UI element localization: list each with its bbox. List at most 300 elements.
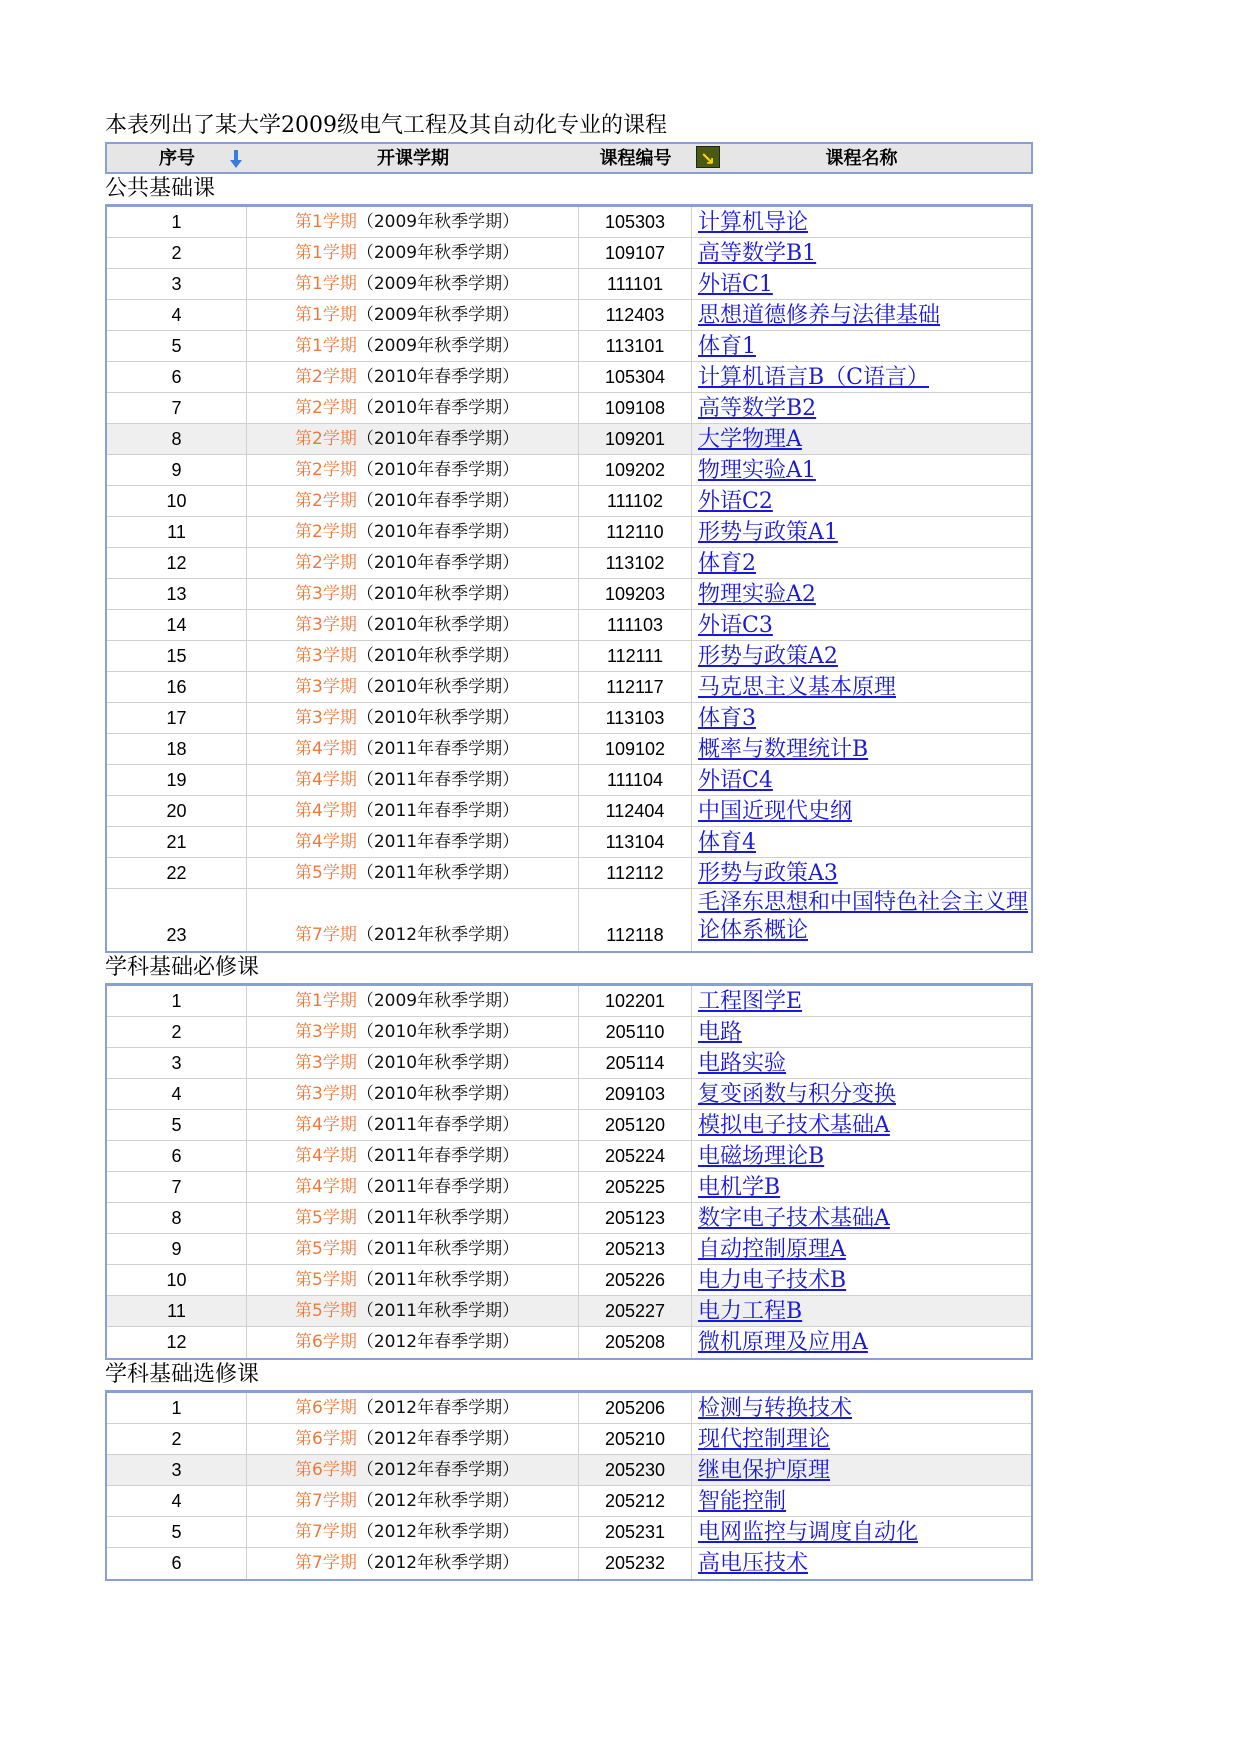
row-number: 21 <box>107 827 247 857</box>
row-number: 2 <box>107 1424 247 1454</box>
row-semester <box>247 1234 579 1264</box>
course-link[interactable]: 外语C4 <box>698 768 773 793</box>
row-number: 12 <box>107 548 247 578</box>
course-link[interactable]: 计算机语言B（C语言） <box>698 365 930 390</box>
semester-period: （2010年秋季学期） <box>356 1022 520 1042</box>
semester-label: 第2学期 <box>295 398 357 418</box>
row-semester <box>247 424 579 454</box>
semester-label: 第5学期 <box>295 1270 357 1290</box>
semester-label: 第7学期 <box>295 1522 357 1542</box>
row-course-name <box>692 1017 1031 1047</box>
header-name[interactable] <box>692 144 1031 172</box>
row-semester <box>247 889 579 951</box>
semester-label: 第1学期 <box>295 336 357 356</box>
semester-label: 第3学期 <box>295 584 357 604</box>
course-link[interactable]: 体育3 <box>698 706 756 731</box>
row-semester <box>247 362 579 392</box>
row-course-name <box>692 1393 1031 1423</box>
semester-period: （2010年春季学期） <box>356 398 520 418</box>
semester-period: （2010年秋季学期） <box>356 615 520 635</box>
row-number: 10 <box>107 486 247 516</box>
row-number: 1 <box>107 207 247 237</box>
row-semester <box>247 1265 579 1295</box>
row-semester <box>247 827 579 857</box>
semester-label: 第4学期 <box>295 1177 357 1197</box>
course-link[interactable]: 电力工程B <box>698 1299 803 1324</box>
row-course-name <box>692 796 1031 826</box>
row-course-code: 113103 <box>579 703 692 733</box>
row-semester <box>247 238 579 268</box>
table-row <box>107 517 1031 548</box>
section-title: 学科基础必修课 <box>105 955 260 980</box>
semester-period: （2012年秋季学期） <box>356 1491 520 1511</box>
row-semester <box>247 1079 579 1109</box>
semester-period: （2010年秋季学期） <box>356 584 520 604</box>
course-link[interactable]: 智能控制 <box>698 1489 787 1514</box>
table-row <box>107 1296 1031 1327</box>
row-course-code: 109102 <box>579 734 692 764</box>
semester-period: （2011年春季学期） <box>356 1115 520 1135</box>
row-course-code: 111101 <box>579 269 692 299</box>
course-link[interactable]: 概率与数理统计B <box>698 737 869 762</box>
semester-label: 第6学期 <box>295 1460 357 1480</box>
row-course-code: 102201 <box>579 986 692 1016</box>
row-semester <box>247 672 579 702</box>
row-course-name <box>692 300 1031 330</box>
course-link[interactable]: 自动控制原理A <box>698 1237 846 1262</box>
semester-label: 第4学期 <box>295 770 357 790</box>
semester-period: （2009年秋季学期） <box>356 991 520 1011</box>
row-course-name <box>692 548 1031 578</box>
table-row <box>107 548 1031 579</box>
table-row <box>107 1234 1031 1265</box>
row-semester <box>247 207 579 237</box>
row-number: 16 <box>107 672 247 702</box>
row-number: 15 <box>107 641 247 671</box>
row-course-name <box>692 1048 1031 1078</box>
course-link[interactable]: 大学物理A <box>698 427 802 452</box>
course-link[interactable]: 思想道德修养与法律基础 <box>698 303 941 328</box>
row-course-name <box>692 455 1031 485</box>
table-row <box>107 331 1031 362</box>
row-course-name <box>692 1455 1031 1485</box>
table-row <box>107 1079 1031 1110</box>
semester-label: 第5学期 <box>295 863 357 883</box>
semester-label: 第7学期 <box>295 1553 357 1573</box>
semester-period: （2010年春季学期） <box>356 522 520 542</box>
row-course-name <box>692 1110 1031 1140</box>
row-course-code: 209103 <box>579 1079 692 1109</box>
semester-period: （2011年春季学期） <box>356 770 520 790</box>
semester-period: （2011年秋季学期） <box>356 863 520 883</box>
row-semester <box>247 331 579 361</box>
row-course-name <box>692 986 1031 1016</box>
semester-period: （2012年秋季学期） <box>356 1553 520 1573</box>
table-row <box>107 986 1031 1017</box>
section-title: 公共基础课 <box>105 176 216 201</box>
row-number: 10 <box>107 1265 247 1295</box>
semester-period: （2011年秋季学期） <box>356 1239 520 1259</box>
course-link[interactable]: 检测与转换技术 <box>698 1396 853 1421</box>
course-link[interactable]: 计算机导论 <box>698 210 809 235</box>
row-number: 5 <box>107 1110 247 1140</box>
course-link[interactable]: 工程图学E <box>698 989 803 1014</box>
course-link[interactable]: 形势与政策A2 <box>698 644 838 669</box>
row-semester <box>247 1424 579 1454</box>
semester-period: （2010年春季学期） <box>356 460 520 480</box>
row-course-code: 109201 <box>579 424 692 454</box>
course-link[interactable]: 形势与政策A3 <box>698 861 838 886</box>
row-semester <box>247 796 579 826</box>
row-course-code: 205227 <box>579 1296 692 1326</box>
row-number: 3 <box>107 1455 247 1485</box>
header-seq[interactable] <box>107 144 247 172</box>
row-number: 8 <box>107 424 247 454</box>
table-row <box>107 1141 1031 1172</box>
row-semester <box>247 1048 579 1078</box>
course-link[interactable]: 继电保护原理 <box>698 1458 831 1483</box>
row-course-code: 112112 <box>579 858 692 888</box>
semester-label: 第4学期 <box>295 1115 357 1135</box>
header-name-label: 课程名称 <box>825 148 898 169</box>
row-semester <box>247 1486 579 1516</box>
row-number: 9 <box>107 455 247 485</box>
row-semester <box>247 1110 579 1140</box>
row-semester <box>247 1296 579 1326</box>
row-course-name <box>692 1234 1031 1264</box>
row-course-name <box>692 1141 1031 1171</box>
semester-label: 第3学期 <box>295 1084 357 1104</box>
semester-period: （2011年秋季学期） <box>356 1270 520 1290</box>
semester-label: 第6学期 <box>295 1429 357 1449</box>
row-course-name <box>692 579 1031 609</box>
row-course-name <box>692 1079 1031 1109</box>
row-course-code: 112110 <box>579 517 692 547</box>
table-row <box>107 1455 1031 1486</box>
semester-period: （2010年秋季学期） <box>356 677 520 697</box>
semester-label: 第1学期 <box>295 305 357 325</box>
course-link[interactable]: 电网监控与调度自动化 <box>698 1520 919 1545</box>
row-number: 22 <box>107 858 247 888</box>
course-link[interactable]: 体育2 <box>698 551 756 576</box>
row-course-code: 205230 <box>579 1455 692 1485</box>
semester-label: 第1学期 <box>295 991 357 1011</box>
row-course-code: 109203 <box>579 579 692 609</box>
table-row <box>107 889 1031 951</box>
table-row <box>107 1048 1031 1079</box>
semester-period: （2012年秋季学期） <box>356 925 520 945</box>
course-link[interactable]: 复变函数与积分变换 <box>698 1082 897 1107</box>
row-number: 20 <box>107 796 247 826</box>
row-semester <box>247 1141 579 1171</box>
course-link[interactable]: 外语C1 <box>698 272 773 297</box>
semester-label: 第5学期 <box>295 1239 357 1259</box>
row-semester <box>247 1455 579 1485</box>
row-course-code: 113101 <box>579 331 692 361</box>
semester-label: 第3学期 <box>295 1053 357 1073</box>
course-link[interactable]: 中国近现代史纲 <box>698 799 853 824</box>
row-semester <box>247 1017 579 1047</box>
semester-period: （2009年秋季学期） <box>356 336 520 356</box>
row-number: 1 <box>107 1393 247 1423</box>
row-number: 13 <box>107 579 247 609</box>
header-code[interactable]: 课程编号 <box>599 148 672 169</box>
row-course-code: 112117 <box>579 672 692 702</box>
row-number: 11 <box>107 1296 247 1326</box>
semester-period: （2010年春季学期） <box>356 553 520 573</box>
row-number: 5 <box>107 1517 247 1547</box>
semester-period: （2010年秋季学期） <box>356 1084 520 1104</box>
row-course-code: 205110 <box>579 1017 692 1047</box>
semester-label: 第4学期 <box>295 832 357 852</box>
row-number: 4 <box>107 1486 247 1516</box>
row-semester <box>247 765 579 795</box>
row-course-code: 105303 <box>579 207 692 237</box>
row-course-name <box>692 1517 1031 1547</box>
row-course-code: 112111 <box>579 641 692 671</box>
table-row <box>107 827 1031 858</box>
semester-period: （2010年秋季学期） <box>356 708 520 728</box>
row-semester <box>247 986 579 1016</box>
row-number: 4 <box>107 300 247 330</box>
row-course-code: 205206 <box>579 1393 692 1423</box>
row-course-code: 205231 <box>579 1517 692 1547</box>
row-number: 9 <box>107 1234 247 1264</box>
row-course-name <box>692 1486 1031 1516</box>
semester-label: 第3学期 <box>295 1022 357 1042</box>
row-number: 7 <box>107 393 247 423</box>
semester-label: 第2学期 <box>295 491 357 511</box>
course-link[interactable]: 电机学B <box>698 1175 781 1200</box>
table-row <box>107 858 1031 889</box>
row-course-name <box>692 1265 1031 1295</box>
semester-label: 第1学期 <box>295 243 357 263</box>
row-semester <box>247 1203 579 1233</box>
table-row <box>107 362 1031 393</box>
table-row <box>107 734 1031 765</box>
row-course-code: 205226 <box>579 1265 692 1295</box>
semester-period: （2010年秋季学期） <box>356 646 520 666</box>
sections-container <box>105 174 1033 1581</box>
course-link[interactable]: 电磁场理论B <box>698 1144 825 1169</box>
row-course-name <box>692 424 1031 454</box>
table-row <box>107 1203 1031 1234</box>
row-number: 11 <box>107 517 247 547</box>
semester-period: （2011年春季学期） <box>356 1177 520 1197</box>
row-course-name <box>692 734 1031 764</box>
row-number: 6 <box>107 362 247 392</box>
semester-label: 第3学期 <box>295 708 357 728</box>
course-link[interactable]: 模拟电子技术基础A <box>698 1113 890 1138</box>
row-number: 17 <box>107 703 247 733</box>
section-table <box>105 1390 1033 1581</box>
row-number: 5 <box>107 331 247 361</box>
course-link[interactable]: 体育4 <box>698 830 756 855</box>
row-semester <box>247 393 579 423</box>
course-link[interactable]: 形势与政策A1 <box>698 520 838 545</box>
semester-label: 第6学期 <box>295 1332 357 1352</box>
table-row <box>107 1393 1031 1424</box>
row-number: 6 <box>107 1548 247 1579</box>
semester-period: （2012年春季学期） <box>356 1332 520 1352</box>
row-course-code: 205120 <box>579 1110 692 1140</box>
row-course-name <box>692 1327 1031 1358</box>
semester-label: 第7学期 <box>295 1491 357 1511</box>
course-link[interactable]: 外语C2 <box>698 489 773 514</box>
course-link[interactable]: 高等数学B2 <box>698 396 817 421</box>
row-number: 1 <box>107 986 247 1016</box>
row-number: 23 <box>107 889 247 951</box>
header-semester[interactable]: 开课学期 <box>377 148 449 169</box>
course-link[interactable]: 体育1 <box>698 334 756 359</box>
row-number: 19 <box>107 765 247 795</box>
row-course-code: 111103 <box>579 610 692 640</box>
row-semester <box>247 858 579 888</box>
course-link[interactable]: 物理实验A1 <box>698 458 816 483</box>
course-link[interactable]: 马克思主义基本原理 <box>698 675 897 700</box>
row-course-name <box>692 765 1031 795</box>
table-row <box>107 1486 1031 1517</box>
semester-period: （2012年春季学期） <box>356 1460 520 1480</box>
row-course-name <box>692 703 1031 733</box>
row-course-name <box>692 1172 1031 1202</box>
row-semester <box>247 548 579 578</box>
row-course-code: 113102 <box>579 548 692 578</box>
table-row <box>107 1517 1031 1548</box>
row-semester <box>247 1172 579 1202</box>
row-semester <box>247 455 579 485</box>
row-course-name <box>692 331 1031 361</box>
header-seq-label: 序号 <box>159 148 195 169</box>
table-row <box>107 1424 1031 1455</box>
semester-period: （2011年春季学期） <box>356 832 520 852</box>
row-course-code: 112403 <box>579 300 692 330</box>
semester-label: 第3学期 <box>295 677 357 697</box>
row-course-name <box>692 486 1031 516</box>
intro-text: 本表列出了某大学2009级电气工程及其自动化专业的课程 <box>105 113 667 138</box>
row-number: 18 <box>107 734 247 764</box>
semester-period: （2009年秋季学期） <box>356 274 520 294</box>
row-course-name <box>692 1424 1031 1454</box>
row-semester <box>247 1393 579 1423</box>
semester-label: 第6学期 <box>295 1398 357 1418</box>
row-semester <box>247 734 579 764</box>
row-number: 14 <box>107 610 247 640</box>
course-link[interactable]: 现代控制理论 <box>698 1427 831 1452</box>
row-number: 7 <box>107 1172 247 1202</box>
row-course-name <box>692 207 1031 237</box>
course-link[interactable]: 高电压技术 <box>698 1551 809 1576</box>
semester-label: 第5学期 <box>295 1301 357 1321</box>
table-row <box>107 455 1031 486</box>
table-row <box>107 238 1031 269</box>
table-row <box>107 765 1031 796</box>
semester-label: 第7学期 <box>295 925 357 945</box>
table-row <box>107 1548 1031 1579</box>
table-row <box>107 641 1031 672</box>
semester-period: （2011年秋季学期） <box>356 1208 520 1228</box>
row-semester <box>247 641 579 671</box>
semester-label: 第2学期 <box>295 522 357 542</box>
semester-period: （2009年秋季学期） <box>356 212 520 232</box>
table-row <box>107 1017 1031 1048</box>
table-header <box>105 142 1033 174</box>
row-semester <box>247 300 579 330</box>
semester-period: （2012年秋季学期） <box>356 1522 520 1542</box>
course-link[interactable]: 毛泽东思想和中国特色社会主义理论体系概论 <box>698 890 1029 943</box>
semester-period: （2010年春季学期） <box>356 491 520 511</box>
sort-down-arrow-icon[interactable] <box>229 149 243 169</box>
course-link[interactable]: 数字电子技术基础A <box>698 1206 890 1231</box>
semester-period: （2011年秋季学期） <box>356 1301 520 1321</box>
row-course-code: 109202 <box>579 455 692 485</box>
row-course-code: 109107 <box>579 238 692 268</box>
semester-period: （2011年春季学期） <box>356 1146 520 1166</box>
row-course-code: 205213 <box>579 1234 692 1264</box>
table-row <box>107 1172 1031 1203</box>
row-course-code: 112404 <box>579 796 692 826</box>
row-semester <box>247 1327 579 1358</box>
row-semester <box>247 486 579 516</box>
course-link[interactable]: 电路实验 <box>698 1051 787 1076</box>
row-course-code: 105304 <box>579 362 692 392</box>
row-semester <box>247 579 579 609</box>
row-semester <box>247 269 579 299</box>
section-title: 学科基础选修课 <box>105 1362 260 1387</box>
semester-period: （2012年春季学期） <box>356 1429 520 1449</box>
row-course-code: 205114 <box>579 1048 692 1078</box>
semester-label: 第4学期 <box>295 739 357 759</box>
row-course-code: 111102 <box>579 486 692 516</box>
table-row <box>107 424 1031 455</box>
semester-period: （2011年春季学期） <box>356 801 520 821</box>
semester-label: 第4学期 <box>295 1146 357 1166</box>
row-semester <box>247 610 579 640</box>
row-course-code: 111104 <box>579 765 692 795</box>
table-row <box>107 269 1031 300</box>
course-link[interactable]: 物理实验A2 <box>698 582 816 607</box>
course-link[interactable]: 高等数学B1 <box>698 241 817 266</box>
semester-label: 第1学期 <box>295 212 357 232</box>
semester-label: 第4学期 <box>295 801 357 821</box>
row-course-code: 205208 <box>579 1327 692 1358</box>
semester-label: 第3学期 <box>295 646 357 666</box>
course-link[interactable]: 电力电子技术B <box>698 1268 847 1293</box>
row-course-name <box>692 362 1031 392</box>
row-course-code: 205224 <box>579 1141 692 1171</box>
row-course-code: 112118 <box>579 889 692 951</box>
options-arrow-icon[interactable]: ↘ <box>696 146 720 168</box>
course-link[interactable]: 微机原理及应用A <box>698 1330 868 1355</box>
table-row <box>107 1327 1031 1358</box>
row-course-code: 205232 <box>579 1548 692 1579</box>
table-row <box>107 672 1031 703</box>
table-row <box>107 610 1031 641</box>
row-number: 8 <box>107 1203 247 1233</box>
row-number: 2 <box>107 238 247 268</box>
row-course-name <box>692 1203 1031 1233</box>
course-link[interactable]: 外语C3 <box>698 613 773 638</box>
table-row <box>107 796 1031 827</box>
course-link[interactable]: 电路 <box>698 1020 743 1045</box>
semester-period: （2011年春季学期） <box>356 739 520 759</box>
row-course-code: 113104 <box>579 827 692 857</box>
row-course-code: 205123 <box>579 1203 692 1233</box>
row-course-name <box>692 672 1031 702</box>
semester-period: （2010年春季学期） <box>356 367 520 387</box>
course-page <box>105 110 1033 1581</box>
table-row <box>107 1265 1031 1296</box>
